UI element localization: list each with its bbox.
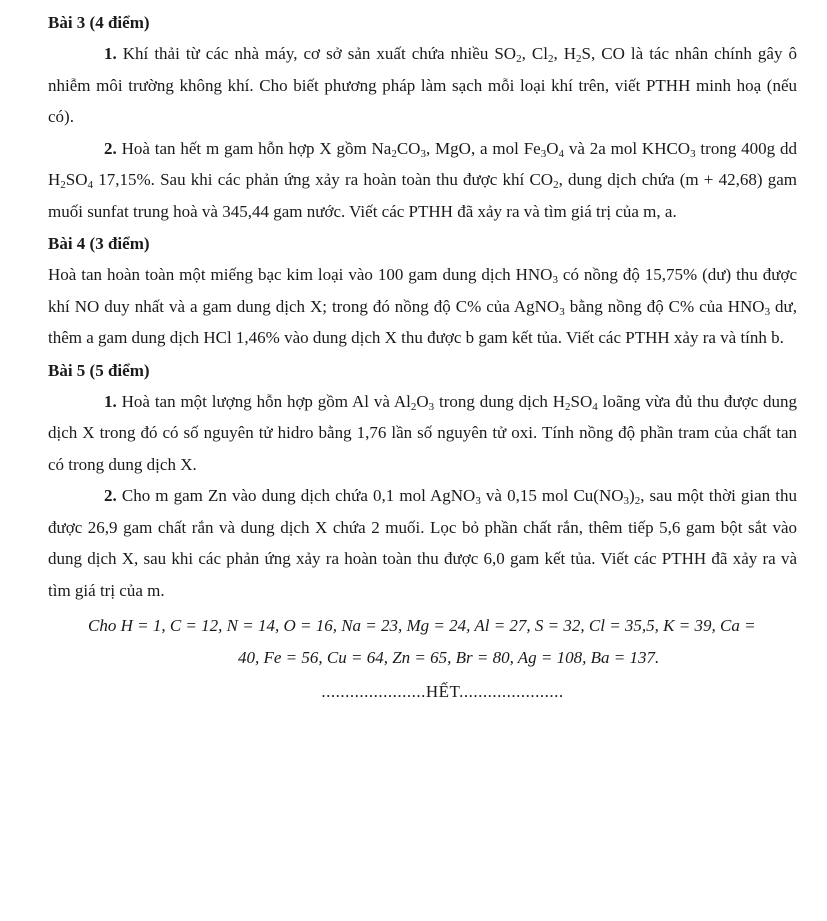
problem-5-part-2: 2. Cho m gam Zn vào dung dịch chứa 0,1 mol AgNO$_3$ và 0,15 mol $Cu(NO_3)_2$, sau một thời gian thu được 26,9 gam chất rắn và dung dịch X chứa 2 muối. Lọc bỏ phần chất rắn, thêm tiếp 5,6 gam bột sắt vào dung dịch X, sau khi các phản ứng xảy ra hoàn toàn thu được 6,0 gam kết tủa. Viết các PTHH đã xảy ra và tìm giá trị của m.: [48, 486, 798, 600]
problem-5-title: Bài 5 (5 điểm): [48, 360, 150, 380]
problem-5-part-1: 1. Hoà tan một lượng hỗn hợp gồm Al và $Al_2O_3$ trong dung dịch $H_2SO_4$ loãng vừa đủ thu được dung dịch X trong đó có số nguyên tử hidro bằng 1,76 lần số nguyên tử oxi. Tính nồng độ phần tram của chất tan có trong dung dịch X.: [48, 391, 797, 474]
problem-3-title: Bài 3 (4 điểm): [48, 13, 150, 32]
problem-4-title: Bài 4 (3 điểm): [48, 234, 150, 253]
problem-3-part-1: 1. Khí thải từ các nhà máy, cơ sở sản xuất chứa nhiều $SO_2$, $Cl_2$, $H_2S$, CO là tác nhân chính gây ô nhiễm môi trường không khí. Cho biết phương pháp làm sạch mỗi loại khí trên, viết PTHH minh hoạ (nếu có).: [48, 44, 798, 126]
problem-3-part-2: 2. Hoà tan hết m gam hỗn hợp X gồm $Na_2CO_3$, MgO, a mol $Fe_3O_4$ và 2a mol $KHCO_3$ trong 400g dd $H_2SO_4$ 17,15%. Sau khi các phản ứng xảy ra hoàn toàn thu được khí $CO_2$, dung dịch chứa (m + 42,68) gam muối sunfat trung hoà và 345,44 gam nước. Viết các PTHH đã xảy ra và tìm giá trị của m, a.: [48, 138, 798, 221]
problem-4-text: Hoà tan hoàn toàn một miếng bạc kim loại vào 100 gam dung dịch $HNO_3$ có nồng độ 15,75% (dư) thu được khí NO duy nhất và a gam dung dịch X; trong đó nồng độ C% của AgNO$_3$ bằng nồng độ C% của $HNO_3$ dư, thêm a gam dung dịch HCl 1,46% vào dung dịch X thu được b gam kết tủa. Viết các PTHH xảy ra và tính b.: [48, 265, 798, 347]
atomic-masses-line-1: Cho H = 1, C = 12, N = 14, O = 16, Na = 23, Mg = 24, Al = 27, S = 32, Cl = 35,5, K = 39, Ca =: [88, 616, 756, 635]
end-marker: ......................HẾT......................: [321, 682, 564, 701]
atomic-masses-line-2: 40, Fe = 56, Cu = 64, Zn = 65, Br = 80, Ag = 108, Ba = 137.: [238, 648, 660, 667]
atomic-masses: [48, 610, 797, 674]
